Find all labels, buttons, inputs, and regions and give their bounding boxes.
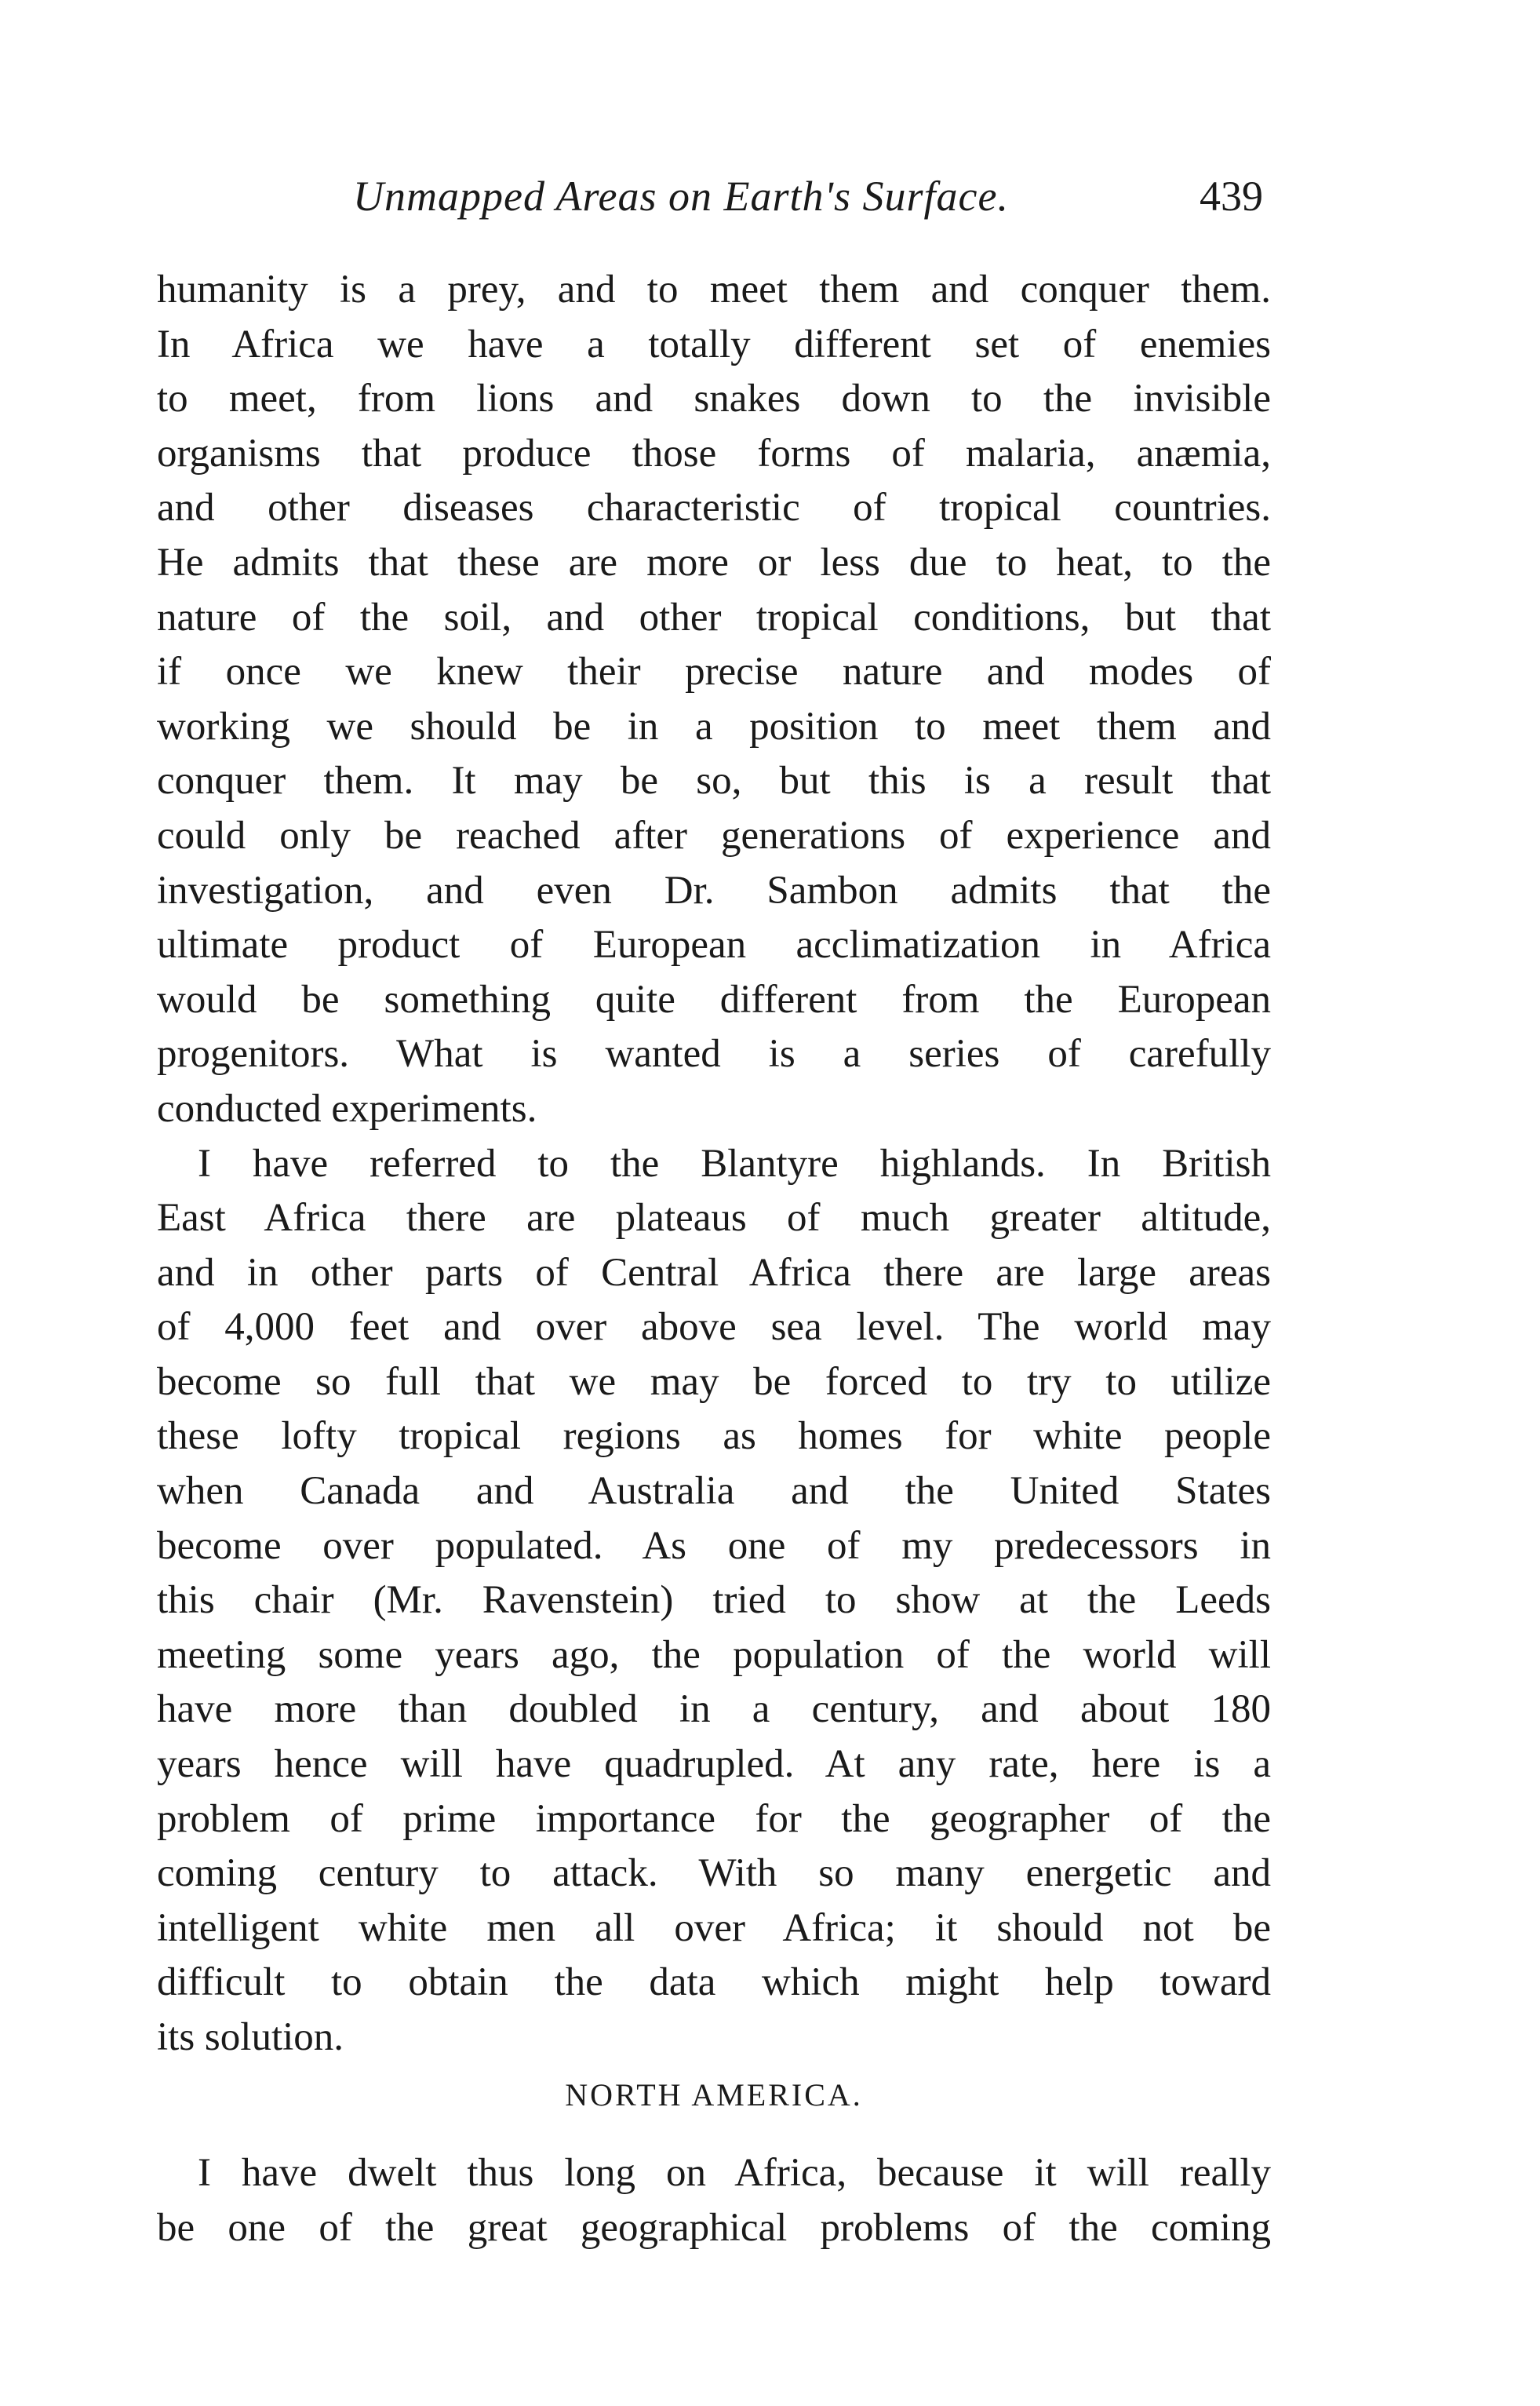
text-line: of 4,000 feet and over above sea level. The world may xyxy=(157,1305,1271,1350)
text-line: intelligent white men all over Africa; it should not be xyxy=(157,1905,1271,1950)
text-line: if once we knew their precise nature and modes of xyxy=(157,650,1271,694)
page-number: 439 xyxy=(1200,173,1263,220)
text-line: progenitors. What is wanted is a series of carefully xyxy=(157,1032,1271,1077)
text-line: its solution. xyxy=(157,2015,344,2059)
text-line: I have dwelt thus long on Africa, because it will really xyxy=(198,2151,1271,2195)
text-line: organisms that produce those forms of malaria, anæmia, xyxy=(157,431,1271,476)
section-body-text xyxy=(157,2146,1271,2255)
text-line: and in other parts of Central Africa there are large areas xyxy=(157,1250,1271,1295)
text-line: East Africa there are plateaus of much greater altitude, xyxy=(157,1196,1271,1241)
text-line: have more than doubled in a century, and about 180 xyxy=(157,1687,1271,1732)
running-title: Unmapped Areas on Earth's Surface. xyxy=(353,173,1009,220)
text-line: would be something quite different from the European xyxy=(157,977,1271,1022)
text-line: coming century to attack. With so many energetic and xyxy=(157,1851,1271,1896)
text-line: when Canada and Australia and the United States xyxy=(157,1469,1271,1514)
text-line: become over populated. As one of my predecessors in xyxy=(157,1523,1271,1568)
text-line: working we should be in a position to meet them and xyxy=(157,704,1271,749)
text-line: ultimate product of European acclimatization in Africa xyxy=(157,923,1271,968)
text-line: nature of the soil, and other tropical conditions, but that xyxy=(157,595,1271,640)
text-line: humanity is a prey, and to meet them and conquer them. xyxy=(157,268,1271,312)
text-line: conquer them. It may be so, but this is a result that xyxy=(157,759,1271,804)
section-heading: NORTH AMERICA. xyxy=(565,2077,863,2113)
text-line: years hence will have quadrupled. At any rate, here is a xyxy=(157,1742,1271,1787)
body-text xyxy=(157,263,1271,2065)
text-line: this chair (Mr. Ravenstein) tried to show at the Leeds xyxy=(157,1578,1271,1623)
text-line: investigation, and even Dr. Sambon admits that the xyxy=(157,868,1271,913)
text-line: conducted experiments. xyxy=(157,1086,537,1131)
text-line: He admits that these are more or less due to heat, to the xyxy=(157,540,1271,585)
text-line: these lofty tropical regions as homes for white people xyxy=(157,1414,1271,1459)
text-line: become so full that we may be forced to try to utilize xyxy=(157,1359,1271,1404)
text-line: meeting some years ago, the population of the world will xyxy=(157,1632,1271,1677)
text-line: I have referred to the Blantyre highlands. In British xyxy=(198,1141,1271,1186)
text-line: In Africa we have a totally different set of enemies xyxy=(157,322,1271,366)
text-line: could only be reached after generations of experience and xyxy=(157,813,1271,858)
text-line: be one of the great geographical problems of the coming xyxy=(157,2205,1271,2250)
text-line: difficult to obtain the data which might help toward xyxy=(157,1960,1271,2005)
page-header xyxy=(157,165,1271,228)
text-line: to meet, from lions and snakes down to the invisible xyxy=(157,377,1271,421)
text-line: problem of prime importance for the geographer of the xyxy=(157,1796,1271,1841)
text-line: and other diseases characteristic of tropical countries. xyxy=(157,486,1271,530)
